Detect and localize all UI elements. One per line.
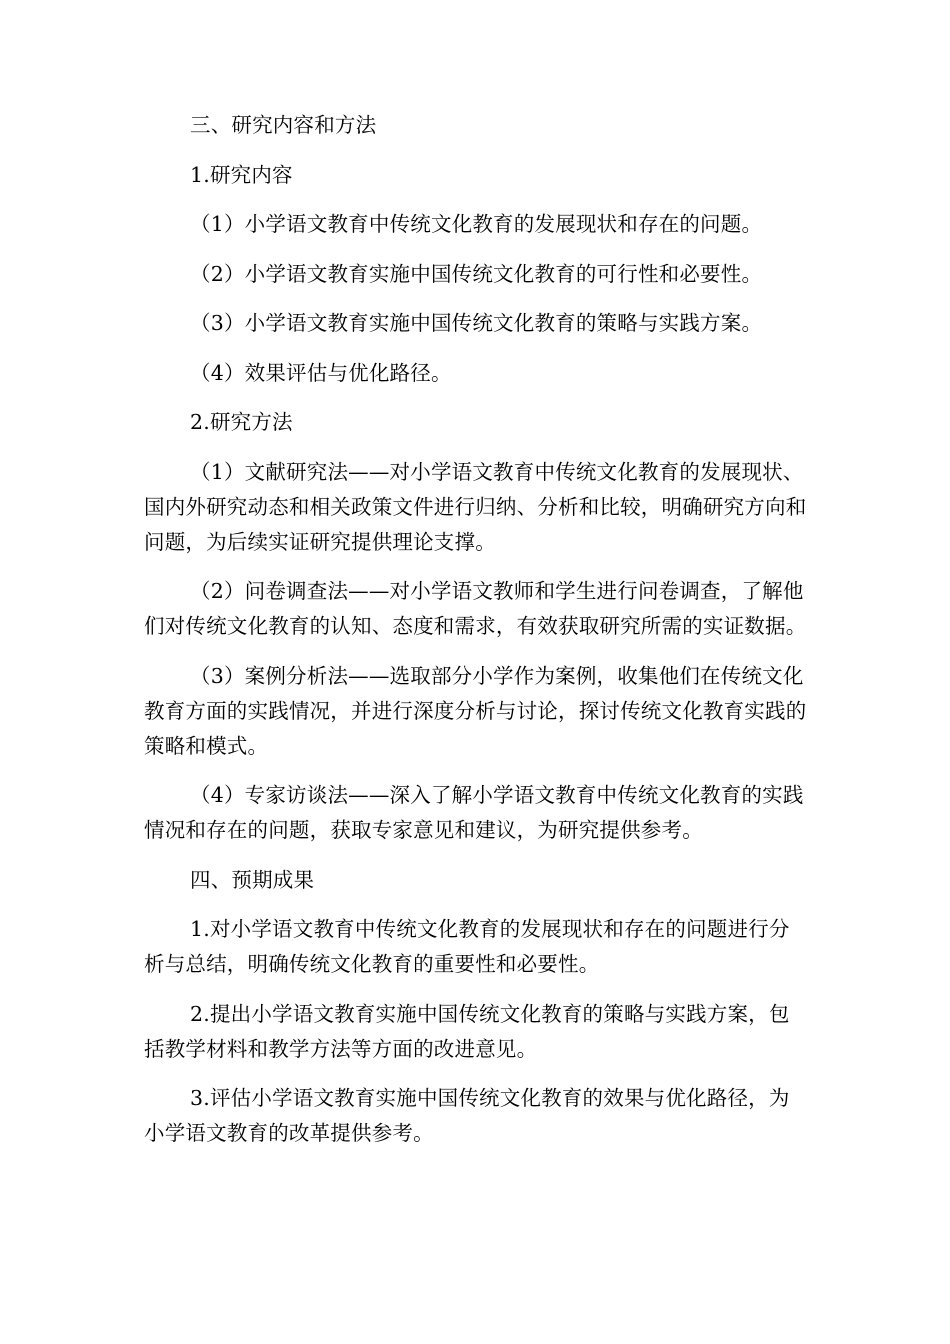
content-item-1: （1）小学语文教育中传统文化教育的发展现状和存在的问题。 bbox=[190, 212, 763, 236]
subheading-research-content: 1.研究内容 bbox=[190, 162, 293, 187]
method-case-analysis: （3）案例分析法——选取部分小学作为案例，收集他们在传统文化教育方面的实践情况，并进行深度分析与讨论，探讨传统文化教育实践的策略和模式。 bbox=[144, 663, 807, 758]
expected-result-1: 1.对小学语文教育中传统文化教育的发展现状和存在的问题进行分析与总结，明确传统文化教育的重要性和必要性。 bbox=[144, 917, 790, 976]
expected-result-3: 3.评估小学语文教育实施中国传统文化教育的效果与优化路径，为小学语文教育的改革提供参考。 bbox=[144, 1086, 790, 1145]
method-literature-research: （1）文献研究法——对小学语文教育中传统文化教育的发展现状、国内外研究动态和相关政策文件进行归纳、分析和比较，明确研究方向和问题，为后续实证研究提供理论支撑。 bbox=[144, 459, 807, 554]
content-item-3: （3）小学语文教育实施中国传统文化教育的策略与实践方案。 bbox=[190, 311, 763, 335]
method-expert-interview: （4）专家访谈法——深入了解小学语文教育中传统文化教育的实践情况和存在的问题，获取专家意见和建议，为研究提供参考。 bbox=[144, 783, 804, 842]
document-body bbox=[144, 108, 809, 1166]
section-heading-expected-results: 四、预期成果 bbox=[190, 867, 315, 892]
expected-result-2: 2.提出小学语文教育实施中国传统文化教育的策略与实践方案，包括教学材料和教学方法等方面的改进意见。 bbox=[144, 1001, 790, 1061]
method-questionnaire-survey: （2）问卷调查法——对小学语文教师和学生进行问卷调查，了解他们对传统文化教育的认知、态度和需求，有效获取研究所需的实证数据。 bbox=[144, 579, 807, 638]
content-item-2: （2）小学语文教育实施中国传统文化教育的可行性和必要性。 bbox=[190, 261, 763, 286]
subheading-research-methods: 2.研究方法 bbox=[190, 410, 293, 434]
content-item-4: （4）效果评估与优化路径。 bbox=[190, 360, 452, 385]
section-heading-research-content-methods: 三、研究内容和方法 bbox=[190, 113, 377, 137]
